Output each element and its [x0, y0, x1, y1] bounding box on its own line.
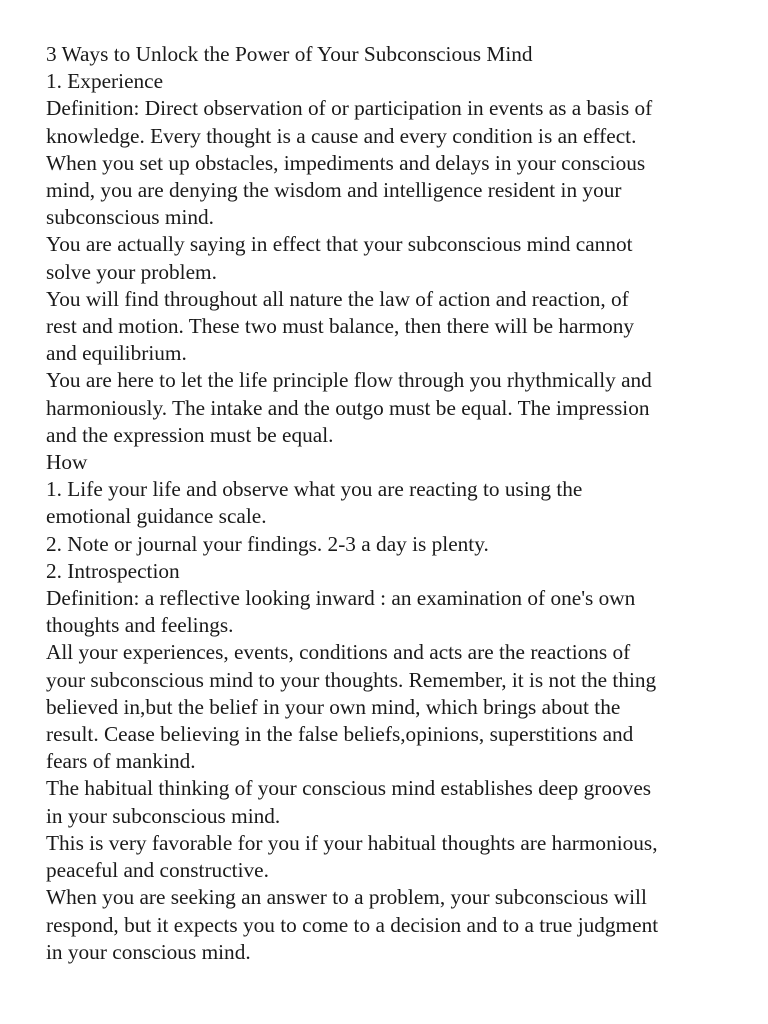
- text-line: mind, you are denying the wisdom and intelligence resident in your: [46, 178, 622, 203]
- text-line: You are actually saying in effect that your subconscious mind cannot: [46, 232, 633, 257]
- text-line: thoughts and feelings.: [46, 613, 234, 638]
- text-line: knowledge. Every thought is a cause and every condition is an effect.: [46, 123, 637, 148]
- text-line: 1. Life your life and observe what you are reacting to using the: [46, 477, 583, 502]
- document-title: 3 Ways to Unlock the Power of Your Subconscious Mind: [46, 42, 533, 66]
- text-line: Definition: Direct observation of or participation in events as a basis of: [46, 96, 653, 121]
- text-line: When you are seeking an answer to a problem, your subconscious will: [46, 885, 647, 910]
- text-line: 2. Note or journal your findings. 2-3 a day is plenty.: [46, 531, 489, 556]
- text-line: All your experiences, events, conditions and acts are the reactions of: [46, 640, 631, 665]
- section-heading-introspection: 2. Introspection: [46, 558, 180, 583]
- text-line: result. Cease believing in the false beliefs,opinions, superstitions and: [46, 722, 634, 747]
- subheading-how: How: [46, 450, 88, 475]
- text-line: rest and motion. These two must balance, then there will be harmony: [46, 314, 635, 339]
- document-page: [46, 41, 746, 966]
- text-line: believed in,but the belief in your own mind, which brings about the: [46, 694, 621, 719]
- text-line: peaceful and constructive.: [46, 858, 269, 883]
- text-line: The habitual thinking of your conscious mind establishes deep grooves: [46, 776, 652, 801]
- text-line: You are here to let the life principle flow through you rhythmically and: [46, 368, 652, 393]
- text-line: and the expression must be equal.: [46, 422, 334, 447]
- text-line: When you set up obstacles, impediments and delays in your conscious: [46, 150, 646, 175]
- text-line: This is very favorable for you if your habitual thoughts are harmonious,: [46, 830, 658, 855]
- section-heading-experience: 1. Experience: [46, 69, 164, 94]
- text-line: emotional guidance scale.: [46, 504, 267, 529]
- text-line: subconscious mind.: [46, 205, 215, 230]
- text-line: fears of mankind.: [46, 749, 196, 774]
- text-line: Definition: a reflective looking inward : an examination of one's own: [46, 586, 636, 611]
- text-line: respond, but it expects you to come to a decision and to a true judgment: [46, 912, 659, 937]
- text-line: and equilibrium.: [46, 341, 187, 366]
- text-line: in your conscious mind.: [46, 939, 251, 964]
- text-line: solve your problem.: [46, 259, 217, 284]
- text-line: in your subconscious mind.: [46, 803, 281, 828]
- text-line: harmoniously. The intake and the outgo must be equal. The impression: [46, 395, 650, 420]
- text-line: your subconscious mind to your thoughts. Remember, it is not the thing: [46, 667, 657, 692]
- text-line: You will find throughout all nature the law of action and reaction, of: [46, 286, 629, 311]
